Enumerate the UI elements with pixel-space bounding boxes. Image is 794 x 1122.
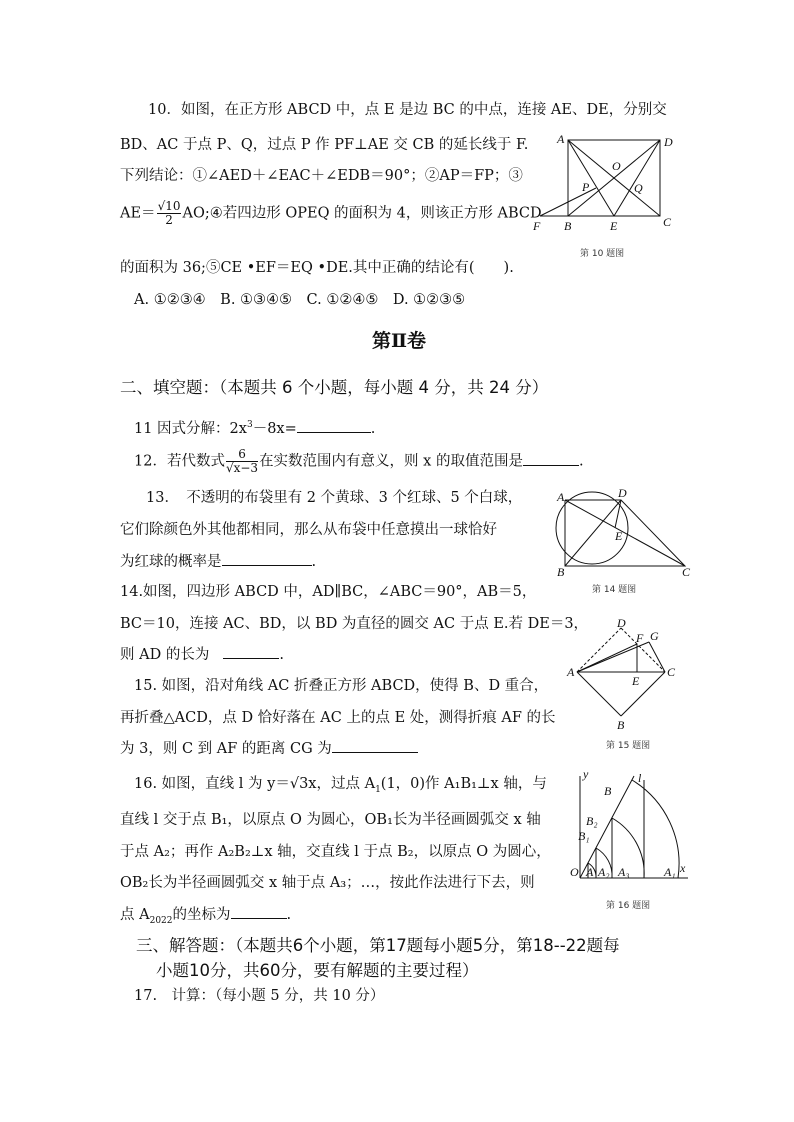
q16-line5-pre: 点 A: [120, 907, 150, 923]
q16-end: .: [286, 907, 292, 923]
q14-answer-blank[interactable]: [223, 644, 279, 659]
fig16-label-b1: B₁: [578, 829, 590, 843]
fig16-label-a1: A₁: [664, 865, 676, 879]
q16-line1-pre: 16. 如图，直线 l 为 y＝√3x，过点 A: [134, 776, 376, 792]
figure-10: [530, 130, 690, 240]
fig16-caption: 第 16 题图: [606, 901, 651, 911]
q12: [134, 448, 584, 475]
fig14-label-a: A: [557, 490, 565, 504]
fig10-label-f: F: [533, 219, 541, 233]
fig10-label-c: C: [663, 215, 672, 229]
q16-line1-sub: 1: [375, 784, 381, 795]
q16-line5-sub: 2022: [149, 915, 173, 926]
q15-line3-text: 为 3，则 C 到 AF 的距离 CG 为: [120, 741, 332, 757]
fig10-label-q: Q: [634, 181, 643, 195]
fig14-label-d: D: [618, 486, 627, 500]
q10-options: A. ①②③④ B. ①③④⑤ C. ①②④⑤ D. ①②③⑤: [134, 292, 466, 308]
fig10-caption: 第 10 题图: [580, 249, 625, 259]
fig10-label-d: D: [664, 135, 673, 149]
fig16-label-b2: B₂: [586, 814, 598, 828]
q13-line3-text: 为红球的概率是: [120, 554, 222, 570]
q17-heading: 17. 计算：（每小题 5 分，共 10 分）: [134, 988, 385, 1004]
q15-line3: [120, 738, 418, 759]
q10-line4-rest: AO;④若四边形 OPEQ 的面积为 4，则该正方形 ABCD: [182, 205, 542, 222]
fig14-label-c: C: [682, 565, 691, 579]
q11-answer-blank[interactable]: [297, 418, 371, 433]
q13-line2: 它们除颜色外其他都相同，那么从布袋中任意摸出一球恰好: [120, 522, 497, 538]
q14-line1: 14.如图，四边形 ABCD 中，AD∥BC，∠ABC＝90°，AB＝5，: [120, 584, 537, 600]
fig10-label-a: A: [557, 132, 565, 146]
fig16-label-b: B: [604, 784, 612, 798]
fig16-label-a2: A₂: [598, 865, 610, 879]
q12-post: 在实数范围内有意义，则 x 的取值范围是: [259, 453, 523, 470]
figure-16: [568, 768, 698, 888]
q16-line4: OB₂长为半径画圆弧交 x 轴于点 A₃；…，按此作法进行下去，则: [120, 875, 535, 891]
q14-line3-text: 则 AD 的长为: [120, 647, 210, 663]
q10-frac-num: √10: [157, 199, 181, 213]
section3-heading-line2: 小题10分，共60分，要有解题的主要过程）: [156, 961, 479, 980]
q11-exponent: 3: [246, 420, 253, 430]
q12-frac-den: √x−3: [225, 461, 259, 475]
fig15-label-a: A: [567, 665, 575, 679]
fig10-label-o: O: [612, 159, 621, 173]
fig10-label-p: P: [582, 180, 590, 194]
fig15-caption: 第 15 题图: [606, 741, 651, 751]
q15-answer-blank[interactable]: [332, 738, 418, 753]
fig15-label-c: C: [667, 665, 676, 679]
fig16-label-l: l: [638, 771, 642, 785]
q11-mid: －8x=: [252, 420, 297, 437]
q14-line2: BC＝10，连接 AC、BD，以 BD 为直径的圆交 AC 于点 E.若 DE＝3，: [120, 616, 589, 632]
q13-line3: [120, 551, 316, 572]
q15-line1: 15. 如图，沿对角线 AC 折叠正方形 ABCD，使得 B、D 重合，: [134, 678, 549, 694]
q11: [134, 415, 375, 439]
section2-heading: 二、填空题：（本题共 6 个小题，每小题 4 分，共 24 分）: [120, 378, 549, 397]
q12-end: .: [578, 453, 584, 470]
fig16-label-y: y: [583, 767, 589, 781]
section3-heading-line1: 三、解答题：（本题共6个小题，第17题每小题5分，第18--22题每: [136, 936, 620, 955]
q10-line5: 的面积为 36;⑤CE •EF＝EQ •DE.其中正确的结论有( ).: [120, 260, 514, 276]
q13-end: .: [311, 554, 317, 570]
fig15-label-g: G: [650, 629, 659, 643]
q10-frac-den: 2: [165, 213, 173, 227]
q11-end: .: [370, 420, 376, 437]
fig14-caption: 第 14 题图: [592, 585, 637, 595]
q10-line1: 10．如图，在正方形 ABCD 中，点 E 是边 BC 的中点，连接 AE、DE，分别交: [148, 102, 667, 118]
q11-prefix: 11 因式分解：2x: [134, 420, 247, 437]
q10-line4: [120, 200, 542, 227]
figure-14: [545, 488, 695, 578]
fig16-label-a: A: [586, 865, 594, 879]
q10-ae-label: AE＝: [120, 205, 156, 222]
q16-line5: [120, 904, 291, 931]
fig15-label-e: E: [632, 674, 640, 688]
figure-15: [565, 618, 680, 730]
q12-prefix: 12．若代数式: [134, 453, 225, 470]
q10-line3: 下列结论：①∠AED＋∠EAC＋∠EDB＝90°；②AP＝FP；③: [120, 168, 523, 184]
q12-answer-blank[interactable]: [523, 451, 579, 466]
q12-frac-num: 6: [226, 448, 258, 462]
fig14-label-b: B: [557, 565, 565, 579]
q14-line3: [120, 644, 284, 665]
fig14-label-e: E: [615, 529, 623, 543]
fig15-label-f: F: [636, 631, 644, 645]
q14-end: .: [279, 647, 284, 663]
fig16-label-o: O: [570, 865, 579, 879]
q12-fraction: [226, 448, 258, 475]
fig15-label-d: D: [617, 616, 626, 630]
q15-line2: 再折叠△ACD，点 D 恰好落在 AC 上的点 E 处，测得折痕 AF 的长: [120, 710, 556, 726]
q16-line1-post: (1，0)作 A₁B₁⊥x 轴，与: [380, 776, 547, 792]
q16-line3: 于点 A₂；再作 A₂B₂⊥x 轴，交直线 l 于点 B₂，以原点 O 为圆心，: [120, 844, 551, 860]
q10-fraction: [157, 200, 182, 227]
fig10-label-e: E: [610, 219, 618, 233]
fig16-label-x: x: [680, 861, 686, 875]
q13-line1: 13． 不透明的布袋里有 2 个黄球、3 个红球、5 个白球，: [146, 490, 523, 506]
q16-line5-post: 的坐标为: [172, 907, 231, 923]
q16-answer-blank[interactable]: [231, 904, 287, 919]
q10-line2: BD、AC 于点 P、Q，过点 P 作 PF⊥AE 交 CB 的延长线于 F.: [120, 137, 529, 153]
fig16-label-a3: A₃: [618, 865, 630, 879]
q16-line2: 直线 l 交于点 B₁，以原点 O 为圆心，OB₁长为半径画圆弧交 x 轴: [120, 812, 541, 828]
part2-title: 第Ⅱ卷: [372, 330, 427, 352]
q13-answer-blank[interactable]: [222, 551, 312, 566]
q16-line1: [134, 774, 547, 800]
fig15-label-b: B: [617, 718, 625, 732]
fig10-label-b: B: [564, 219, 572, 233]
